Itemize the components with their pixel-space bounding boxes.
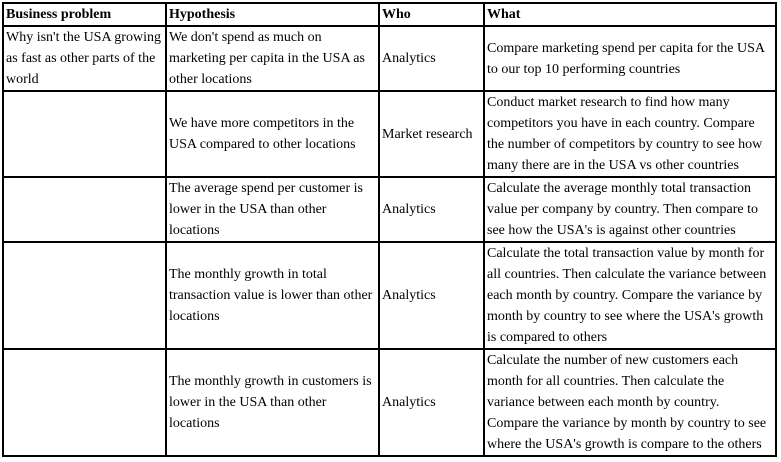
header-row <box>3 3 776 26</box>
cell-what: Calculate the number of new customers each month for all countries. Then calculate the variance between each month by country. Compare the variance by month by country to see where the USA's growth is compare to the others <box>484 349 776 456</box>
cell-hypothesis: We don't spend as much on marketing per capita in the USA as other locations <box>166 26 379 91</box>
cell-what: Calculate the total transaction value by month for all countries. Then calculate the variance between each month by country. Compare the variance by month by country to see where the USA's growth is compared to others <box>484 242 776 349</box>
cell-hypothesis: The average spend per customer is lower in the USA than other locations <box>166 177 379 242</box>
table-row <box>3 26 776 91</box>
cell-who: Analytics <box>379 26 484 91</box>
cell-what: Compare marketing spend per capita for the USA to our top 10 performing countries <box>484 26 776 91</box>
header-hypothesis: Hypothesis <box>166 3 379 26</box>
cell-who: Analytics <box>379 242 484 349</box>
table-row <box>3 91 776 177</box>
table-row <box>3 177 776 242</box>
cell-business-problem <box>3 177 166 242</box>
header-who: Who <box>379 3 484 26</box>
cell-hypothesis: The monthly growth in total transaction value is lower than other locations <box>166 242 379 349</box>
cell-who: Analytics <box>379 349 484 456</box>
table-row <box>3 242 776 349</box>
table-row <box>3 349 776 456</box>
cell-business-problem <box>3 91 166 177</box>
hypothesis-table <box>2 2 777 457</box>
cell-who: Analytics <box>379 177 484 242</box>
cell-hypothesis: We have more competitors in the USA compared to other locations <box>166 91 379 177</box>
cell-what: Calculate the average monthly total transaction value per company by country. Then compare to see how the USA's is against other countries <box>484 177 776 242</box>
cell-business-problem <box>3 242 166 349</box>
cell-business-problem: Why isn't the USA growing as fast as other parts of the world <box>3 26 166 91</box>
cell-what: Conduct market research to find how many competitors you have in each country. Compare the number of competitors by country to see how many there are in the USA vs other countries <box>484 91 776 177</box>
cell-hypothesis: The monthly growth in customers is lower in the USA than other locations <box>166 349 379 456</box>
header-business-problem: Business problem <box>3 3 166 26</box>
cell-business-problem <box>3 349 166 456</box>
header-what: What <box>484 3 776 26</box>
cell-who: Market research <box>379 91 484 177</box>
